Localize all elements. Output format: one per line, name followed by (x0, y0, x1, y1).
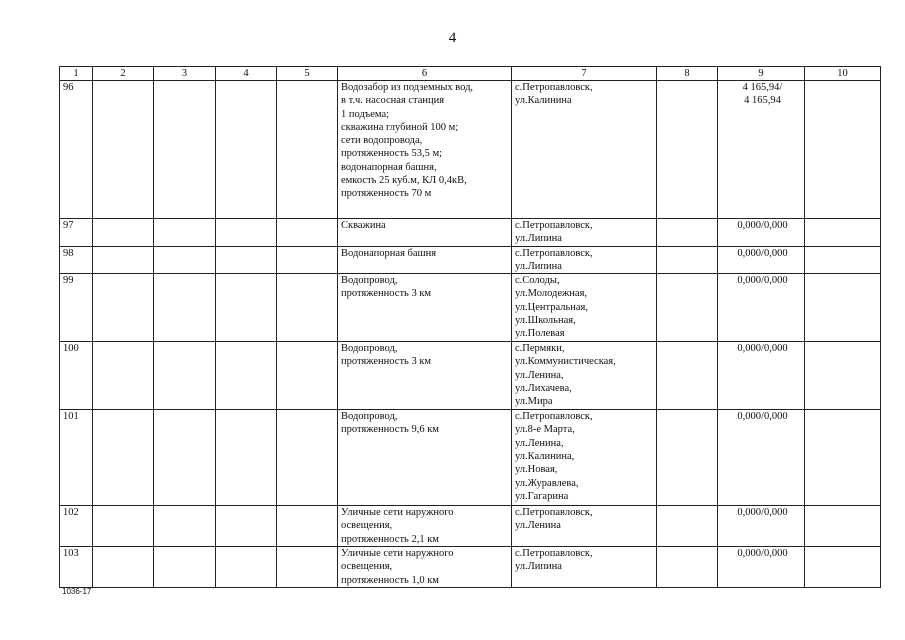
table-row (60, 506, 881, 547)
row-number: 101 (60, 410, 93, 506)
column-header: 5 (277, 67, 338, 81)
column-header: 6 (338, 67, 512, 81)
object-name: Водонапорная башня (338, 246, 512, 274)
document-code: 1036-17 (62, 587, 92, 596)
column-header: 10 (805, 67, 881, 81)
object-address: с.Петропавловск, ул.Липина (512, 246, 657, 274)
column-header: 8 (657, 67, 718, 81)
table-row (60, 246, 881, 274)
row-number: 97 (60, 219, 93, 247)
row-number: 98 (60, 246, 93, 274)
cost-value: 4 165,94/ 4 165,94 (718, 81, 805, 219)
object-name: Уличные сети наружного освещения, протяженность 2,1 км (338, 506, 512, 547)
property-registry-table (59, 66, 881, 588)
cost-value: 0,000/0,000 (718, 410, 805, 506)
cost-value: 0,000/0,000 (718, 219, 805, 247)
object-name: Уличные сети наружного освещения, протяженность 1,0 км (338, 547, 512, 588)
object-address: с.Петропавловск, ул.Ленина (512, 506, 657, 547)
object-address: с.Петропавловск, ул.Липина (512, 547, 657, 588)
row-number: 102 (60, 506, 93, 547)
page-number: 4 (448, 30, 457, 46)
column-header: 3 (154, 67, 216, 81)
object-address: с.Пермяки, ул.Коммунистическая, ул.Ленина, ул.Лихачева, ул.Мира (512, 342, 657, 410)
column-header: 1 (60, 67, 93, 81)
row-number: 103 (60, 547, 93, 588)
column-header: 4 (216, 67, 277, 81)
table-row (60, 410, 881, 506)
column-header: 9 (718, 67, 805, 81)
column-header: 7 (512, 67, 657, 81)
object-address: с.Петропавловск, ул.Калинина (512, 81, 657, 219)
table-row (60, 547, 881, 588)
table-row (60, 274, 881, 342)
column-header: 2 (93, 67, 154, 81)
object-name: Водозабор из подземных вод, в т.ч. насосная станция 1 подъема; скважина глубиной 100 м; сети водопровода, протяженность 53,5 м; водонапорная башня, емкость 25 куб.м, КЛ 0,4кВ, протяженность 70 м (338, 81, 512, 219)
object-name: Водопровод, протяженность 3 км (338, 274, 512, 342)
object-address: с.Солоды, ул.Молодежная, ул.Центральная, ул.Школьная, ул.Полевая (512, 274, 657, 342)
table-row (60, 219, 881, 247)
row-number: 99 (60, 274, 93, 342)
object-name: Скважина (338, 219, 512, 247)
cost-value: 0,000/0,000 (718, 506, 805, 547)
cost-value: 0,000/0,000 (718, 274, 805, 342)
column-header-row (60, 67, 881, 81)
object-address: с.Петропавловск, ул.8-е Марта, ул.Ленина, ул.Калинина, ул.Новая, ул.Журавлева, ул.Гагарина (512, 410, 657, 506)
object-name: Водопровод, протяженность 3 км (338, 342, 512, 410)
object-name: Водопровод, протяженность 9,6 км (338, 410, 512, 506)
cost-value: 0,000/0,000 (718, 342, 805, 410)
table-row (60, 342, 881, 410)
cost-value: 0,000/0,000 (718, 246, 805, 274)
row-number: 100 (60, 342, 93, 410)
object-address: с.Петропавловск, ул.Липина (512, 219, 657, 247)
row-number: 96 (60, 81, 93, 219)
table-row (60, 81, 881, 219)
cost-value: 0,000/0,000 (718, 547, 805, 588)
